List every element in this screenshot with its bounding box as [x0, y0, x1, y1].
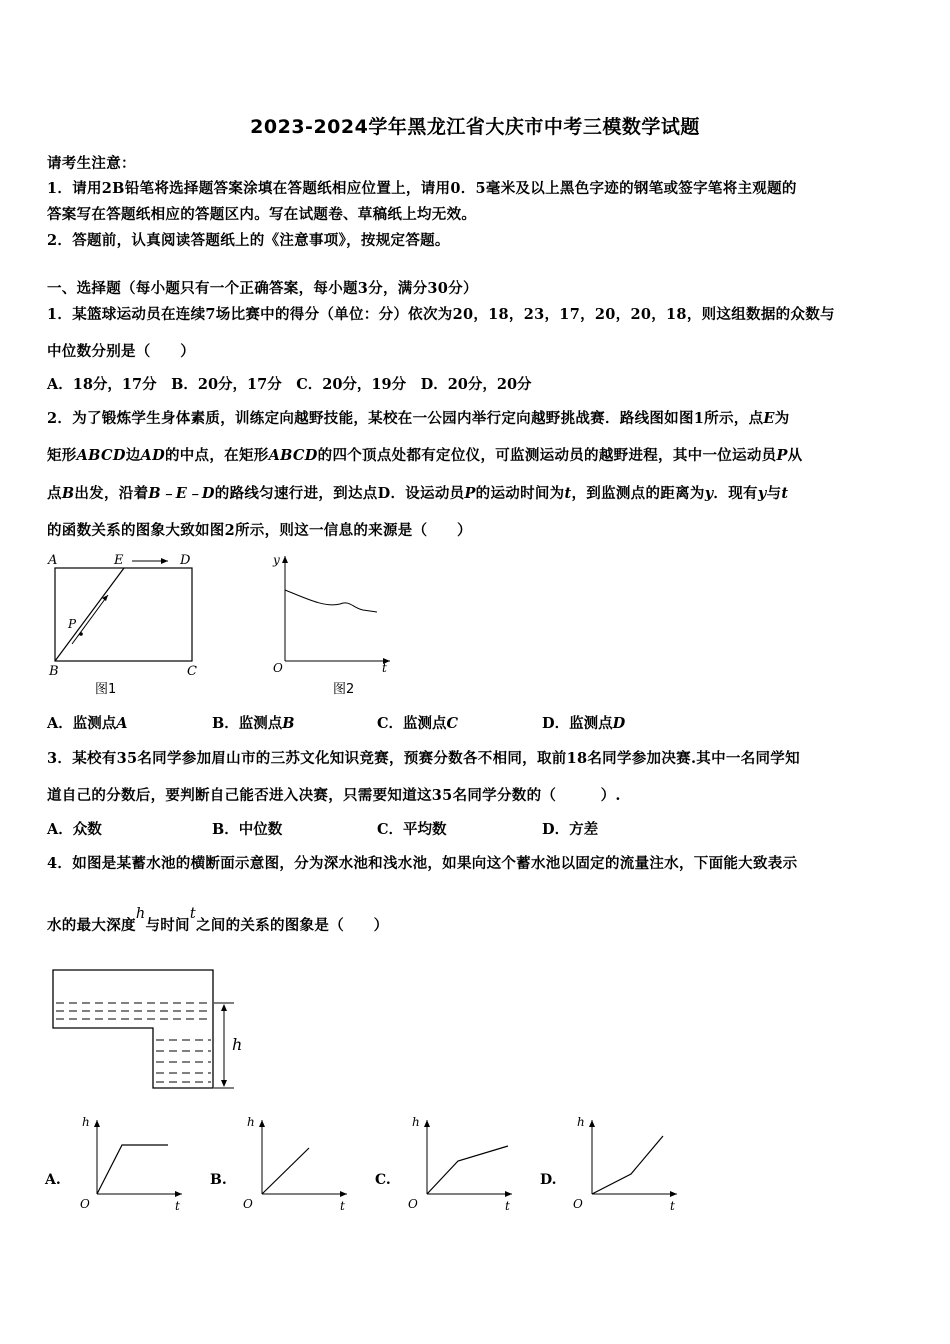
depth-arrow-bottom: [221, 1080, 227, 1087]
y-t-curve: [285, 590, 377, 612]
y-axis-arrow: [282, 556, 288, 563]
graph-d-h-arrow: [589, 1120, 595, 1127]
segment-be: [55, 568, 124, 661]
graph-a-line: [97, 1145, 168, 1194]
depth-label-h: h: [232, 1035, 243, 1054]
q3-stem-line-2: 道自己的分数后，要判断自己能否进入决赛，只需要知道这35名同学分数的（ ）.: [47, 787, 621, 804]
label-b: B: [49, 664, 59, 679]
q2-stem-line-2: 矩形ABCD边AD的中点，在矩形ABCD的四个顶点处都有定位仪，可监测运动员的越野进程，其中一位运动员P从: [47, 447, 803, 464]
graph-d-label: D.: [540, 1172, 557, 1188]
label-e: E: [114, 553, 124, 568]
q2-option-b: B．监测点B: [212, 715, 295, 732]
q4-stem-line-1: 4．如图是某蓄水池的横断面示意图，分为深水池和浅水池，如果向这个蓄水池以固定的流量注水，下面能大致表示: [47, 855, 798, 872]
water-lines: [56, 1003, 211, 1082]
q1-stem-line-2: 中位数分别是（ ）: [47, 343, 195, 360]
q2-option-d: D．监测点D: [542, 715, 626, 732]
figure-1-caption: 图1: [95, 682, 117, 697]
section-heading: 一、选择题（每小题只有一个正确答案，每小题3分，满分30分）: [47, 280, 478, 297]
depth-arrow-top: [221, 1004, 227, 1011]
direction-arrow: [72, 595, 108, 644]
q1-stem-line-1: 1．某篮球运动员在连续7场比赛中的得分（单位：分）依次为20，18，23，17，20，20，18，则这组数据的众数与: [47, 306, 835, 323]
axis-label-o: O: [273, 661, 283, 675]
graph-a-label: A.: [45, 1172, 61, 1188]
graph-c-t: t: [505, 1199, 510, 1213]
q4-graph-d: [535, 1108, 695, 1218]
graph-d-t-arrow: [670, 1191, 677, 1197]
graph-c-h-arrow: [424, 1120, 430, 1127]
q2-stem-line-3: 点B出发，沿着B﹣E﹣D的路线匀速行进，到达点D．设运动员P的运动时间为t，到监测点的距离为y．现有y与t: [47, 485, 789, 502]
label-p: P: [68, 617, 77, 631]
point-p: [79, 632, 83, 636]
q2-stem-line-1: 2．为了锻炼学生身体素质，训练定向越野技能，某校在一公园内举行定向越野挑战赛．路线图如图1所示，点E为: [47, 410, 790, 427]
graph-a-o: O: [80, 1197, 90, 1211]
graph-a-t-arrow: [175, 1191, 182, 1197]
graph-c-label: C.: [375, 1172, 391, 1188]
q2-figure-2: [265, 548, 400, 703]
q4-graph-a: [40, 1108, 200, 1218]
graph-b-label: B.: [210, 1172, 227, 1188]
q2-stem-line-4: 的函数关系的图象大致如图2所示，则这一信息的来源是（ ）: [47, 522, 472, 539]
q3-option-b: B．中位数: [212, 821, 283, 838]
axis-label-y: y: [273, 553, 280, 567]
graph-d-t: t: [670, 1199, 675, 1213]
q4-stem-line-2: 水的最大深度h与时间t之间的关系的图象是（ ）: [47, 906, 389, 934]
q4-graph-b: [205, 1108, 365, 1218]
graph-c-t-arrow: [505, 1191, 512, 1197]
graph-b-h: h: [247, 1115, 255, 1129]
q3-option-c: C．平均数: [377, 821, 447, 838]
graph-d-h: h: [577, 1115, 585, 1129]
graph-a-h-arrow: [94, 1120, 100, 1127]
q4-graph-c: [370, 1108, 530, 1218]
q3-option-d: D．方差: [542, 821, 599, 838]
graph-a-t: t: [175, 1199, 180, 1213]
q2-option-a: A．监测点A: [47, 715, 128, 732]
q2-option-c: C．监测点C: [377, 715, 459, 732]
graph-b-h-arrow: [259, 1120, 265, 1127]
label-d: D: [180, 553, 191, 568]
notice-line-1: 1．请用2B铅笔将选择题答案涂填在答题纸相应位置上，请用0．5毫米及以上黑色字迹的钢笔或签字笔将主观题的: [47, 180, 797, 197]
label-a: A: [48, 553, 58, 568]
graph-b-o: O: [243, 1197, 253, 1211]
graph-c-o: O: [408, 1197, 418, 1211]
arrow-head-top: [161, 558, 168, 564]
axis-label-t: t: [382, 661, 387, 675]
figure-2-caption: 图2: [333, 682, 355, 697]
graph-b-t-arrow: [340, 1191, 347, 1197]
q3-stem-line-1: 3．某校有35名同学参加眉山市的三苏文化知识竞赛，预赛分数各不相同，取前18名同学参加决赛.其中一名同学知: [47, 750, 800, 767]
q2-figure-1: [40, 548, 215, 703]
page-title: 2023-2024学年黑龙江省大庆市中考三模数学试题: [250, 116, 700, 138]
graph-b-t: t: [340, 1199, 345, 1213]
graph-d-line: [592, 1136, 663, 1194]
notice-line-2: 答案写在答题纸相应的答题区内。写在试题卷、草稿纸上均无效。: [47, 206, 477, 223]
graph-a-h: h: [82, 1115, 90, 1129]
graph-d-o: O: [573, 1197, 583, 1211]
q4-pool-diagram: [48, 965, 258, 1095]
q1-options: A．18分，17分 B．20分，17分 C．20分，19分 D．20分，20分: [47, 376, 532, 393]
graph-c-line: [427, 1146, 508, 1194]
graph-b-line: [262, 1148, 309, 1194]
notice-heading: 请考生注意：: [47, 155, 136, 172]
label-c: C: [187, 664, 197, 679]
q3-option-a: A．众数: [47, 821, 102, 838]
graph-c-h: h: [412, 1115, 420, 1129]
rectangle-abcd: [55, 568, 192, 661]
notice-line-3: 2．答题前，认真阅读答题纸上的《注意事项》，按规定答题。: [47, 232, 450, 249]
pool-outline: [53, 970, 213, 1088]
